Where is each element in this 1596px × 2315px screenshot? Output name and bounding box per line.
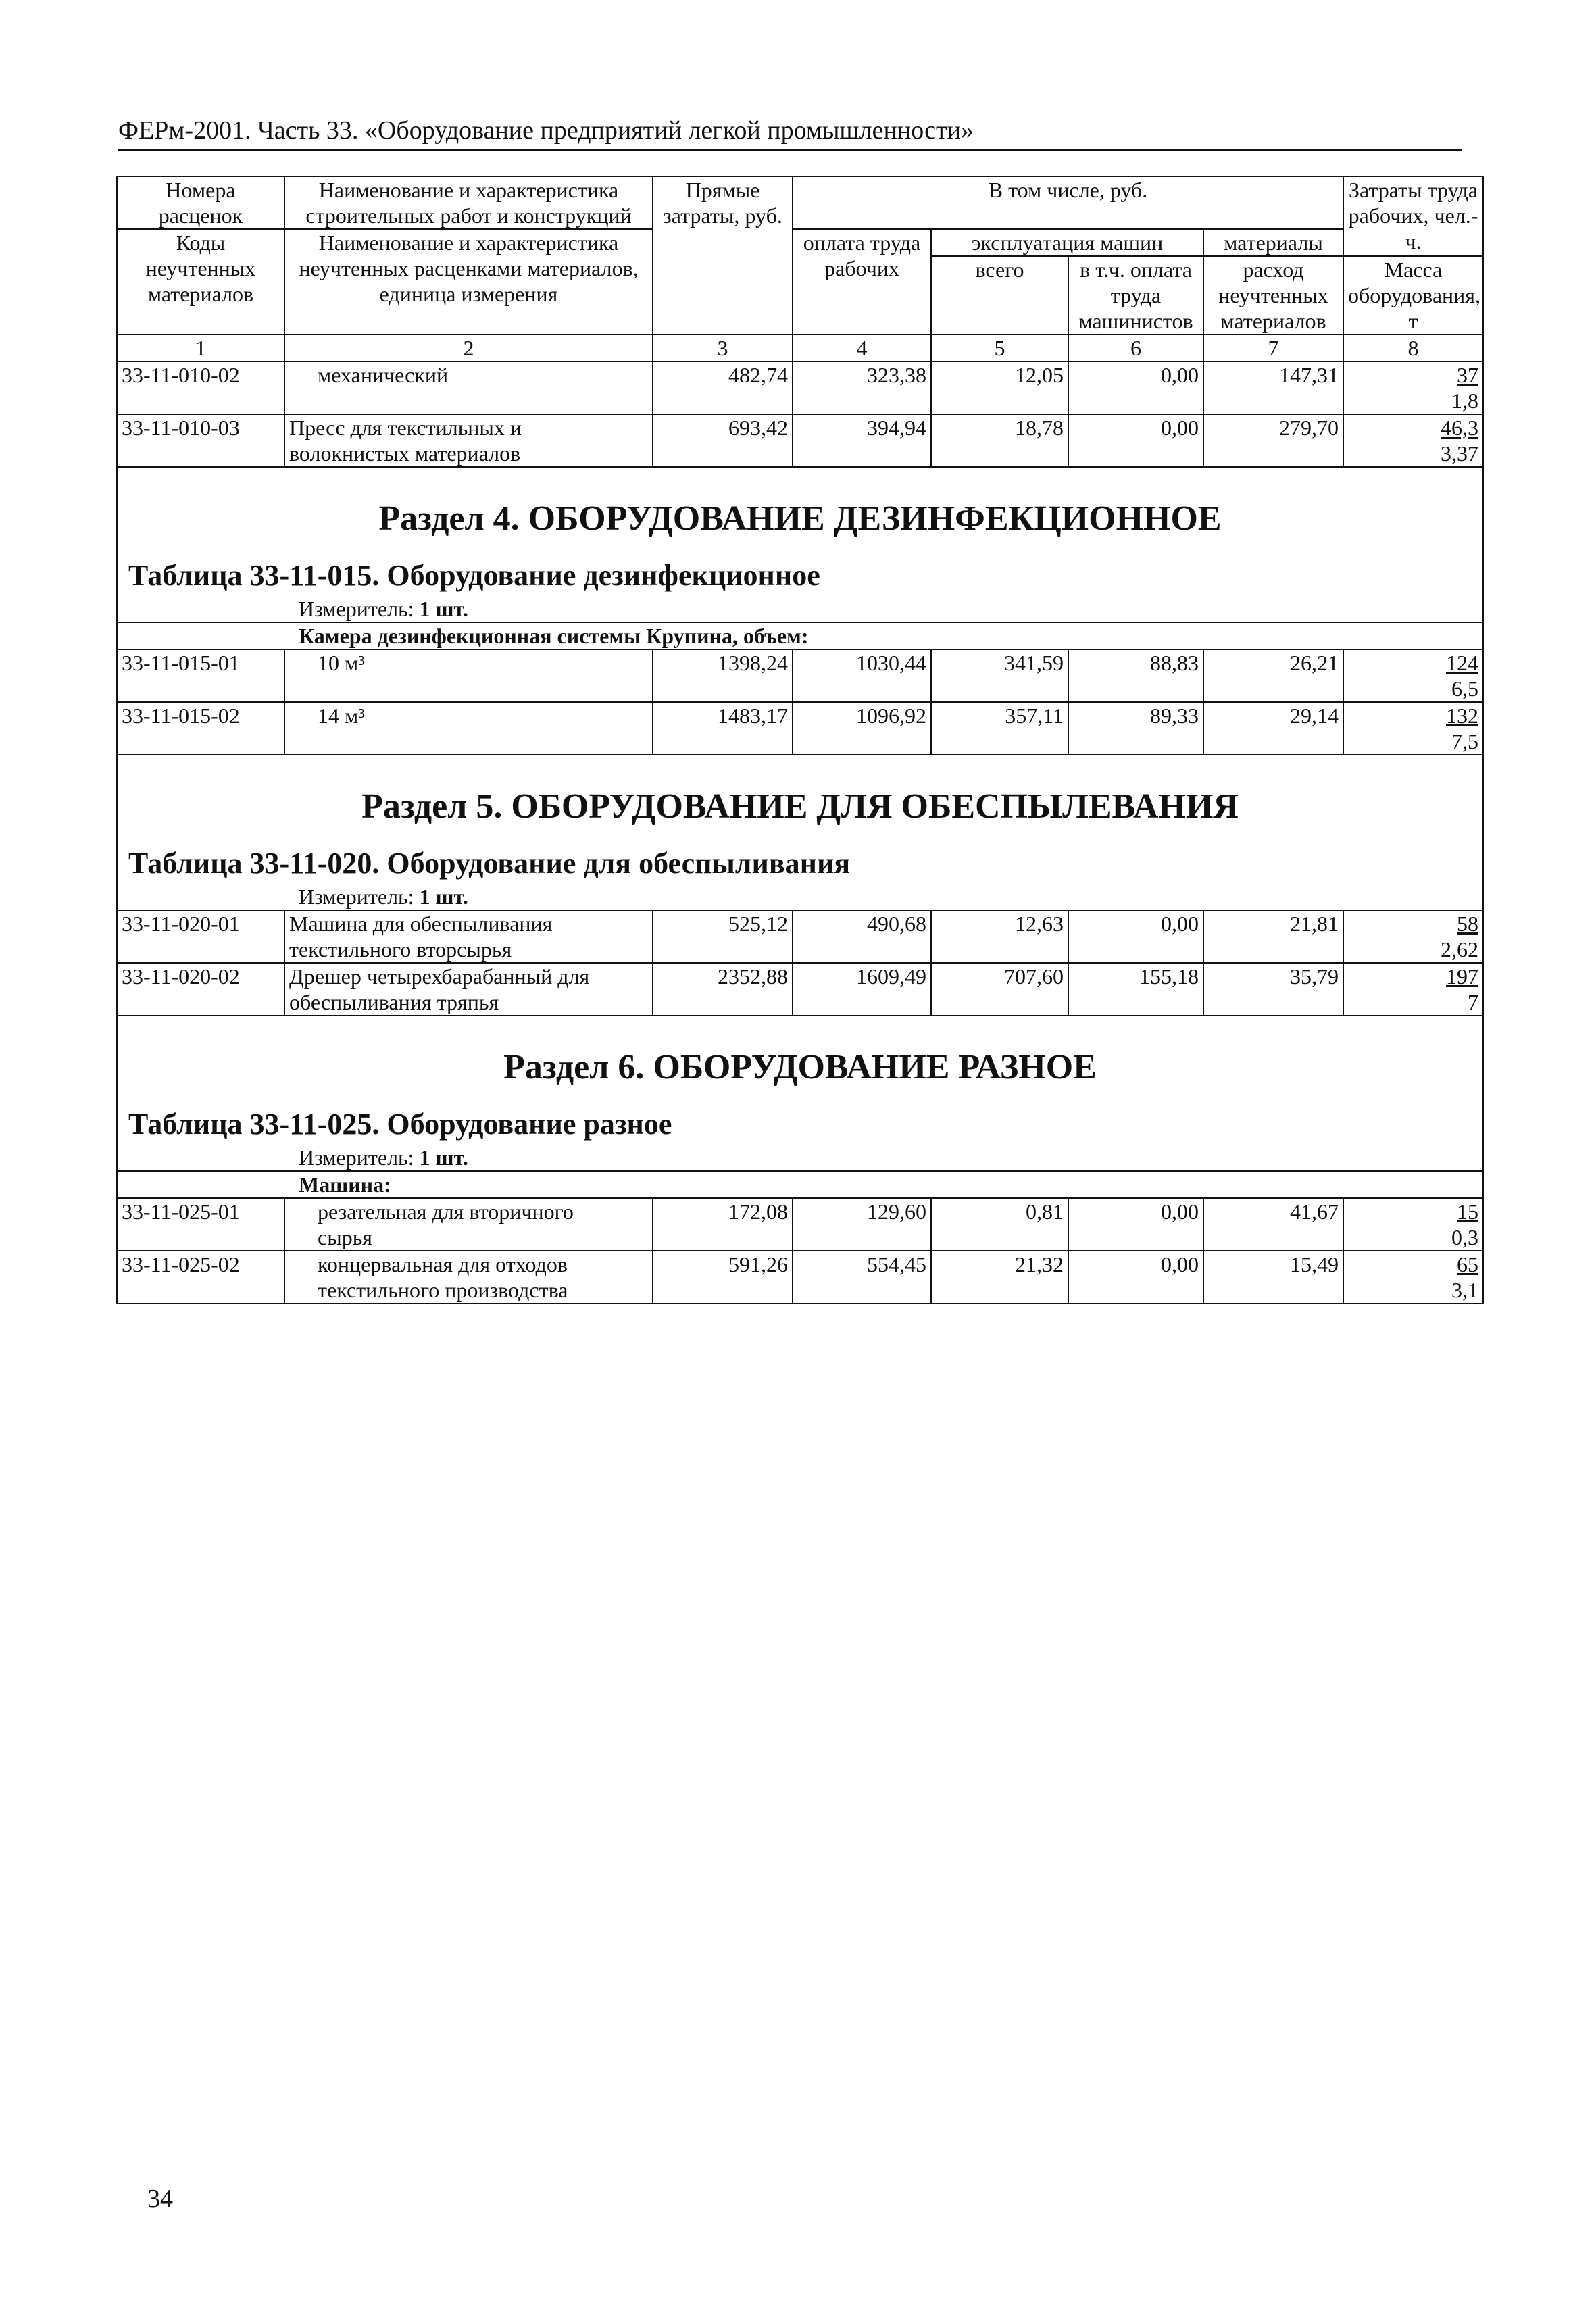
rate-code: 33-11-025-01 (117, 1198, 284, 1251)
labor-hours: 15 (1457, 1199, 1479, 1224)
labor-hours: 132 (1446, 703, 1479, 728)
rate-name-line: Пресс для текстильных и (289, 416, 522, 440)
labor-hours: 124 (1446, 651, 1479, 675)
unit-of-measure (118, 596, 1482, 622)
direct-costs: 525,12 (653, 910, 793, 963)
table-row (117, 963, 1483, 1016)
table-row (117, 362, 1483, 414)
column-number: 3 (653, 334, 793, 362)
rate-name-line: текстильного вторсырья (289, 937, 512, 962)
labor-pay: 1609,49 (793, 963, 931, 1016)
machines-total: 12,63 (931, 910, 1068, 963)
section-title: Раздел 6. ОБОРУДОВАНИЕ РАЗНОЕ (503, 1048, 1097, 1087)
section-heading-cell (117, 1016, 1483, 1171)
operators-pay: 155,18 (1068, 963, 1203, 1016)
labor-pay: 490,68 (793, 910, 931, 963)
unit-value: 1 шт. (419, 885, 468, 909)
labor-and-mass (1343, 702, 1483, 755)
section-heading-row (117, 467, 1483, 622)
direct-costs: 1483,17 (653, 702, 793, 755)
labor-pay: 129,60 (793, 1198, 931, 1251)
rate-name-line: 10 м³ (318, 651, 365, 675)
machines-total: 12,05 (931, 362, 1068, 414)
labor-hours: 197 (1446, 964, 1479, 989)
labor-hours: 46,3 (1441, 416, 1479, 440)
labor-and-mass (1343, 1198, 1483, 1251)
group-row (117, 1171, 1483, 1198)
rate-name (284, 414, 653, 467)
machines-total: 0,81 (931, 1198, 1068, 1251)
machines-total: 357,11 (931, 702, 1068, 755)
labor-pay: 1096,92 (793, 702, 931, 755)
rate-name-line: механический (318, 363, 449, 387)
materials-cost: 21,81 (1203, 910, 1343, 963)
direct-costs: 591,26 (653, 1251, 793, 1303)
equipment-mass: 3,37 (1441, 441, 1479, 466)
labor-and-mass (1343, 963, 1483, 1016)
labor-pay: 554,45 (793, 1251, 931, 1303)
rate-name-line: концервальная для отходов (318, 1252, 568, 1276)
labor-hours: 58 (1457, 912, 1479, 936)
table-row (117, 1198, 1483, 1251)
equipment-mass: 3,1 (1451, 1278, 1479, 1302)
header-operators-pay: в т.ч. оплата труда машинистов (1068, 256, 1203, 334)
rate-name-line: обеспыливания тряпья (289, 990, 499, 1014)
section-heading-cell (117, 467, 1483, 622)
column-number: 2 (284, 334, 653, 362)
labor-hours: 37 (1457, 363, 1479, 387)
rate-name (284, 1251, 653, 1303)
unit-value: 1 шт. (419, 1145, 468, 1170)
column-number: 4 (793, 334, 931, 362)
labor-and-mass (1343, 649, 1483, 702)
operators-pay: 0,00 (1068, 362, 1203, 414)
materials-cost: 41,67 (1203, 1198, 1343, 1251)
materials-cost: 26,21 (1203, 649, 1343, 702)
rate-code: 33-11-020-01 (117, 910, 284, 963)
unit-label: Измеритель: (299, 885, 414, 909)
header-direct-costs: Прямые затраты, руб. (653, 176, 793, 334)
table-row (117, 1251, 1483, 1303)
direct-costs: 1398,24 (653, 649, 793, 702)
section-heading-row (117, 755, 1483, 910)
rate-code: 33-11-015-01 (117, 649, 284, 702)
labor-and-mass (1343, 1251, 1483, 1303)
table-row (117, 910, 1483, 963)
page-number: 34 (147, 2185, 173, 2213)
rate-name-line: Машина для обеспыливания (289, 912, 553, 936)
direct-costs: 2352,88 (653, 963, 793, 1016)
header-labor-costs: Затраты труда рабочих, чел.-ч. (1343, 176, 1483, 256)
rate-name (284, 702, 653, 755)
header-labor-pay: оплата труда рабочих (793, 229, 931, 334)
group-label: Камера дезинфекционная системы Крупина, объем: (117, 622, 1483, 649)
header-equipment-mass: Масса оборудования, т (1343, 256, 1483, 334)
rate-name-line: волокнистых материалов (289, 441, 521, 466)
rates-table-container (116, 176, 1482, 1304)
materials-cost: 15,49 (1203, 1251, 1343, 1303)
rate-name-line: сырья (318, 1225, 373, 1249)
labor-pay: 323,38 (793, 362, 931, 414)
materials-cost: 35,79 (1203, 963, 1343, 1016)
table-row (117, 414, 1483, 467)
table-row (117, 702, 1483, 755)
unit-value: 1 шт. (419, 597, 468, 621)
unit-label: Измеритель: (299, 1145, 414, 1170)
labor-and-mass (1343, 910, 1483, 963)
unit-of-measure (118, 884, 1482, 910)
equipment-mass: 6,5 (1451, 676, 1479, 701)
section-heading-cell (117, 755, 1483, 910)
operators-pay: 0,00 (1068, 1198, 1203, 1251)
materials-cost: 279,70 (1203, 414, 1343, 467)
labor-and-mass (1343, 362, 1483, 414)
labor-hours: 65 (1457, 1252, 1479, 1276)
unit-label: Измеритель: (299, 597, 414, 621)
machines-total: 18,78 (931, 414, 1068, 467)
group-label: Машина: (117, 1171, 1483, 1198)
equipment-mass: 7 (1468, 990, 1479, 1014)
rate-name (284, 963, 653, 1016)
header-including-group: В том числе, руб. (793, 176, 1343, 229)
header-rate-numbers: Номера расценок (117, 176, 284, 229)
rate-code: 33-11-010-03 (117, 414, 284, 467)
rate-name-line: Дрешер четырехбарабанный для (289, 964, 590, 989)
rate-code: 33-11-010-02 (117, 362, 284, 414)
rate-name (284, 649, 653, 702)
header-material-name: Наименование и характеристика неучтенных расценками материалов, единица измерения (284, 229, 653, 334)
header-materials: материалы (1203, 229, 1343, 256)
operators-pay: 89,33 (1068, 702, 1203, 755)
direct-costs: 482,74 (653, 362, 793, 414)
operators-pay: 0,00 (1068, 414, 1203, 467)
machines-total: 707,60 (931, 963, 1068, 1016)
header-work-name: Наименование и характеристика строительных работ и конструкций (284, 176, 653, 229)
labor-pay: 394,94 (793, 414, 931, 467)
column-number: 8 (1343, 334, 1483, 362)
column-number: 6 (1068, 334, 1203, 362)
document-header: ФЕРм-2001. Часть 33. «Оборудование предприятий легкой промышленности» (118, 115, 1462, 151)
machines-total: 21,32 (931, 1251, 1068, 1303)
direct-costs: 172,08 (653, 1198, 793, 1251)
rate-code: 33-11-025-02 (117, 1251, 284, 1303)
materials-cost: 29,14 (1203, 702, 1343, 755)
unit-of-measure (118, 1145, 1482, 1170)
table-title: Таблица 33-11-025. Оборудование разное (128, 1107, 672, 1141)
rate-name (284, 362, 653, 414)
equipment-mass: 2,62 (1441, 937, 1479, 962)
operators-pay: 88,83 (1068, 649, 1203, 702)
rate-code: 33-11-015-02 (117, 702, 284, 755)
equipment-mass: 7,5 (1451, 729, 1479, 753)
section-heading-row (117, 1016, 1483, 1171)
rate-name (284, 910, 653, 963)
operators-pay: 0,00 (1068, 1251, 1203, 1303)
table-title: Таблица 33-11-020. Оборудование для обеспыливания (128, 847, 851, 880)
header-material-codes: Коды неучтенных материалов (117, 229, 284, 334)
equipment-mass: 0,3 (1451, 1225, 1479, 1249)
header-machine-operation: эксплуатация машин (931, 229, 1203, 256)
rate-name (284, 1198, 653, 1251)
header-unaccounted-materials: расход неучтенных материалов (1203, 256, 1343, 334)
equipment-mass: 1,8 (1451, 389, 1479, 413)
section-title: Раздел 4. ОБОРУДОВАНИЕ ДЕЗИНФЕКЦИОННОЕ (378, 499, 1222, 538)
table-title: Таблица 33-11-015. Оборудование дезинфекционное (128, 559, 820, 592)
section-title: Раздел 5. ОБОРУДОВАНИЕ ДЛЯ ОБЕСПЫЛЕВАНИЯ (361, 787, 1239, 826)
labor-and-mass (1343, 414, 1483, 467)
column-number: 1 (117, 334, 284, 362)
rate-code: 33-11-020-02 (117, 963, 284, 1016)
operators-pay: 0,00 (1068, 910, 1203, 963)
materials-cost: 147,31 (1203, 362, 1343, 414)
rate-name-line: текстильного производства (318, 1278, 568, 1302)
machines-total: 341,59 (931, 649, 1068, 702)
column-number: 7 (1203, 334, 1343, 362)
direct-costs: 693,42 (653, 414, 793, 467)
column-number: 5 (931, 334, 1068, 362)
group-row (117, 622, 1483, 649)
rate-name-line: 14 м³ (318, 703, 365, 728)
rate-name-line: резательная для вторичного (318, 1199, 574, 1224)
column-number-row (117, 334, 1483, 362)
table-row (117, 649, 1483, 702)
labor-pay: 1030,44 (793, 649, 931, 702)
rates-table (116, 176, 1484, 1304)
header-machines-total: всего (931, 256, 1068, 334)
